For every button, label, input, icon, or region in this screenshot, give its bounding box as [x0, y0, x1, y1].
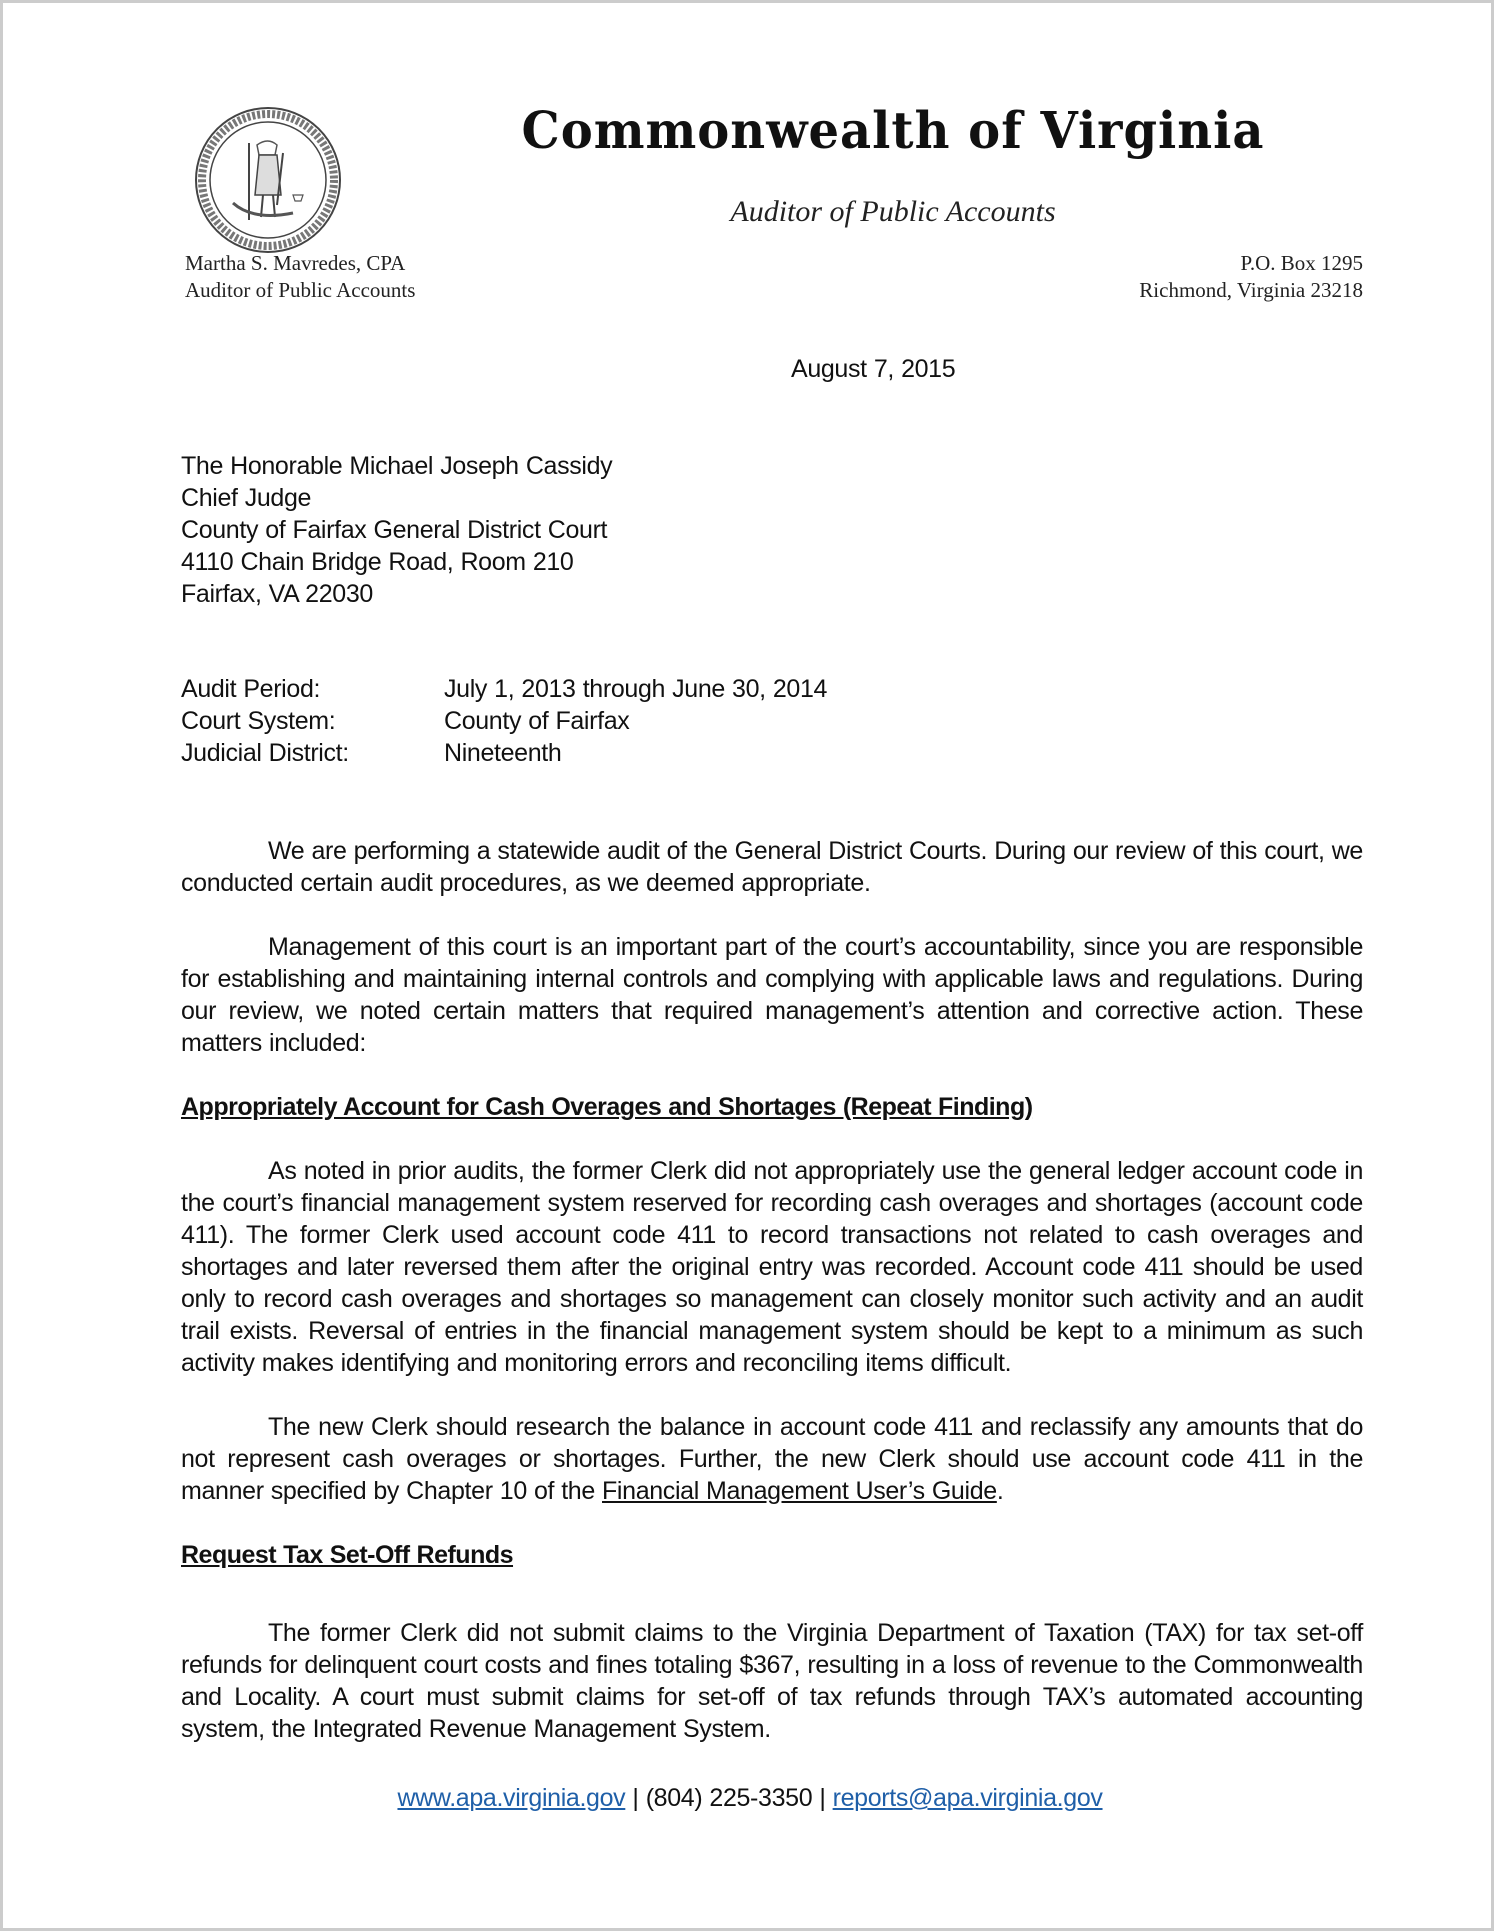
- audit-info-value: County of Fairfax: [444, 707, 630, 735]
- auditor-block: [185, 250, 415, 304]
- website-link[interactable]: www.apa.virginia.gov: [397, 1784, 626, 1812]
- recipient-line: 4110 Chain Bridge Road, Room 210: [181, 548, 574, 576]
- footer-contact: [3, 1784, 1494, 1813]
- address-line-1: P.O. Box 1295: [1240, 251, 1363, 275]
- finding-1-heading: Appropriately Account for Cash Overages and Shortages (Repeat Finding): [181, 1093, 1033, 1121]
- audit-info-label: Court System:: [181, 707, 336, 735]
- audit-info-value: July 1, 2013 through June 30, 2014: [444, 675, 828, 703]
- intro-paragraph-2: Management of this court is an important part of the court’s accountability, since you are responsible for establishing and maintaining internal controls and complying with applicable laws and regulations. During our review, we noted certain matters that required management’s attention and corrective action. These matters included:: [181, 933, 1363, 1057]
- audit-info-row: [181, 737, 827, 769]
- letter-page: [3, 3, 1491, 1928]
- footer-separator: |: [819, 1784, 826, 1812]
- finding-2-heading: Request Tax Set-Off Refunds: [181, 1541, 514, 1569]
- auditor-title: Auditor of Public Accounts: [185, 278, 416, 302]
- recipient-address: [181, 450, 612, 610]
- finding-2-paragraph-1: The former Clerk did not submit claims to the Virginia Department of Taxation (TAX) for tax set-off refunds for delinquent court costs and fines totaling $367, resulting in a loss of revenue to the Commonwealth and Locality. A court must submit claims for set-off of tax refunds through TAX’s automated accounting system, the Integrated Revenue Management System.: [181, 1619, 1363, 1743]
- recipient-line: County of Fairfax General District Court: [181, 516, 608, 544]
- auditor-name: Martha S. Mavredes, CPA: [185, 251, 406, 275]
- letterhead-subtitle: Auditor of Public Accounts: [730, 195, 1056, 228]
- audit-info-row: [181, 705, 827, 737]
- finding-1-paragraph-2: [181, 1411, 1363, 1507]
- intro-paragraph-1: We are performing a statewide audit of the General District Courts. During our review of this court, we conducted certain audit procedures, as we deemed appropriate.: [181, 837, 1363, 897]
- finding-1-p2-end: .: [996, 1477, 1004, 1505]
- office-address: [1139, 250, 1363, 304]
- audit-info-value: Nineteenth: [444, 739, 562, 767]
- letter-body: [181, 835, 1363, 1777]
- virginia-state-seal-icon: [193, 105, 343, 255]
- audit-info-row: [181, 673, 827, 705]
- recipient-line: Chief Judge: [181, 484, 312, 512]
- footer-separator: |: [632, 1784, 639, 1812]
- address-line-2: Richmond, Virginia 23218: [1139, 278, 1363, 302]
- financial-management-guide-reference: Financial Management User’s Guide: [602, 1477, 997, 1505]
- audit-info-label: Audit Period:: [181, 675, 321, 703]
- audit-info: [181, 673, 827, 769]
- finding-1-p2-text: The new Clerk should research the balance in account code 411 and reclassify any amounts that do not represent cash overages or shortages. Further, the new Clerk should use account code 411 in the manner specified by Chapter 10 of the: [181, 1413, 1363, 1505]
- letterhead-title: Commonwealth of Virginia: [521, 101, 1265, 161]
- recipient-line: The Honorable Michael Joseph Cassidy: [181, 452, 613, 480]
- finding-1-paragraph-1: As noted in prior audits, the former Clerk did not appropriately use the general ledger account code in the court’s financial management system reserved for recording cash overages and shortages (account code 411). The former Clerk used account code 411 to record transactions not related to cash overages and shortages and later reversed them after the original entry was recorded. Account code 411 should be used only to record cash overages and shortages so management can closely monitor such activity and an audit trail exists. Reversal of entries in the financial management system should be kept to a minimum as such activity makes identifying and monitoring errors and reconciling items difficult.: [181, 1157, 1363, 1377]
- recipient-line: Fairfax, VA 22030: [181, 580, 373, 608]
- phone-number: (804) 225-3350: [645, 1784, 813, 1812]
- letter-date: August 7, 2015: [791, 355, 956, 383]
- audit-info-label: Judicial District:: [181, 739, 349, 767]
- email-link[interactable]: reports@apa.virginia.gov: [832, 1784, 1103, 1812]
